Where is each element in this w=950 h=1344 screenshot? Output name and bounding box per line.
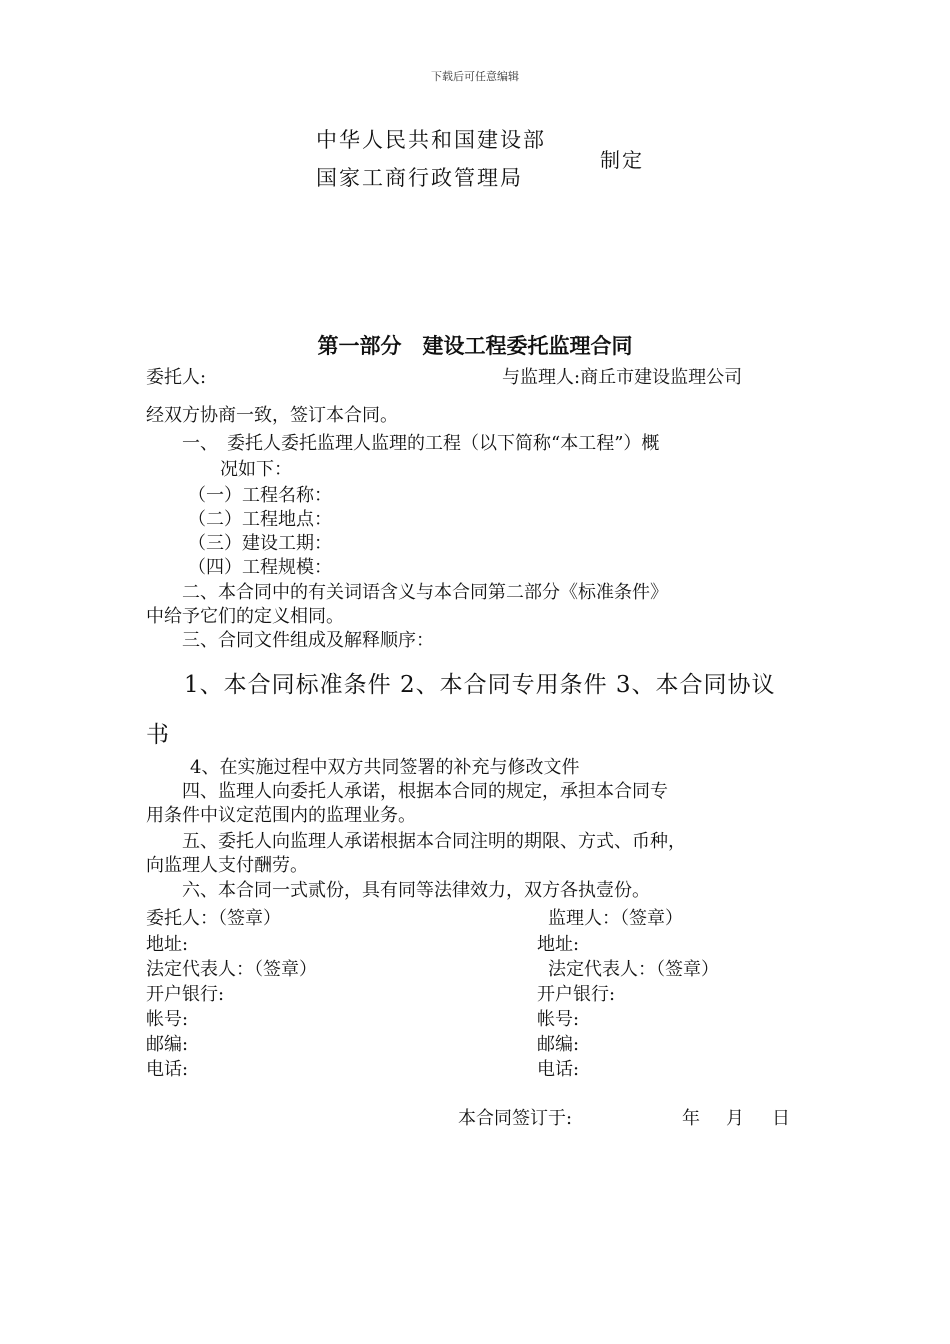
supervisor-account: 帐号:: [537, 1009, 580, 1030]
clause-5-line-1: 五、委托人向监理人承诺根据本合同注明的期限、方式、币种，: [182, 831, 686, 852]
issuer-saic: 国家工商行政管理局: [316, 166, 523, 190]
supervisor-label: 与监理人:商丘市建设监理公司: [502, 367, 743, 388]
header-note: 下载后可任意编辑: [431, 70, 519, 83]
clause-6: 六、本合同一式贰份，具有同等法律效力，双方各执壹份。: [182, 880, 650, 901]
date-day-unit: 日: [772, 1108, 790, 1129]
issuer-ministry-of-construction: 中华人民共和国建设部: [316, 128, 546, 152]
client-address: 地址:: [146, 934, 189, 955]
contract-docs-line-2: 书: [146, 722, 170, 748]
clause-2-line-1: 二、本合同中的有关词语含义与本合同第二部分《标准条件》: [182, 582, 668, 603]
supervisor-legal-rep: 法定代表人：（签章）: [548, 959, 719, 980]
clause-4-line-2: 用条件中议定范围内的监理业务。: [146, 805, 416, 826]
client-signature: 委托人：（签章）: [146, 908, 281, 929]
project-item-location: （二）工程地点：: [188, 509, 332, 530]
date-year-unit: 年: [682, 1108, 700, 1129]
supervisor-bank: 开户银行:: [537, 984, 616, 1005]
client-account: 帐号:: [146, 1009, 189, 1030]
clause-1-line-1: 一、 委托人委托监理人监理的工程（以下简称“本工程”）概: [182, 433, 660, 454]
contract-docs-item-4: 4、在实施过程中双方共同签署的补充与修改文件: [190, 757, 580, 778]
project-item-name: （一）工程名称：: [188, 485, 332, 506]
clause-2-line-2: 中给予它们的定义相同。: [146, 606, 344, 627]
clause-4-line-1: 四、监理人向委托人承诺，根据本合同的规定，承担本合同专: [182, 781, 668, 802]
project-item-scale: （四）工程规模：: [188, 557, 332, 578]
page-title: 第一部分 建设工程委托监理合同: [317, 333, 633, 358]
client-bank: 开户银行:: [146, 984, 225, 1005]
contract-docs-line-1: 1、本合同标准条件 2、本合同专用条件 3、本合同协议: [184, 672, 776, 698]
signed-on-label: 本合同签订于:: [458, 1108, 573, 1129]
client-legal-rep: 法定代表人：（签章）: [146, 959, 317, 980]
client-label: 委托人:: [146, 367, 207, 388]
clause-1-line-2: 况如下：: [220, 459, 292, 480]
supervisor-address: 地址:: [537, 934, 580, 955]
supervisor-postcode: 邮编:: [537, 1034, 580, 1055]
clause-5-line-2: 向监理人支付酬劳。: [146, 855, 308, 876]
client-postcode: 邮编:: [146, 1034, 189, 1055]
project-item-period: （三）建设工期：: [188, 533, 332, 554]
supervisor-phone: 电话:: [537, 1059, 580, 1080]
clause-3: 三、合同文件组成及解释顺序：: [182, 630, 434, 651]
client-phone: 电话:: [146, 1059, 189, 1080]
supervisor-signature: 监理人：（签章）: [548, 908, 683, 929]
date-month-unit: 月: [726, 1108, 744, 1129]
intro-text: 经双方协商一致，签订本合同。: [146, 405, 398, 426]
issuer-action: 制定: [600, 148, 644, 172]
